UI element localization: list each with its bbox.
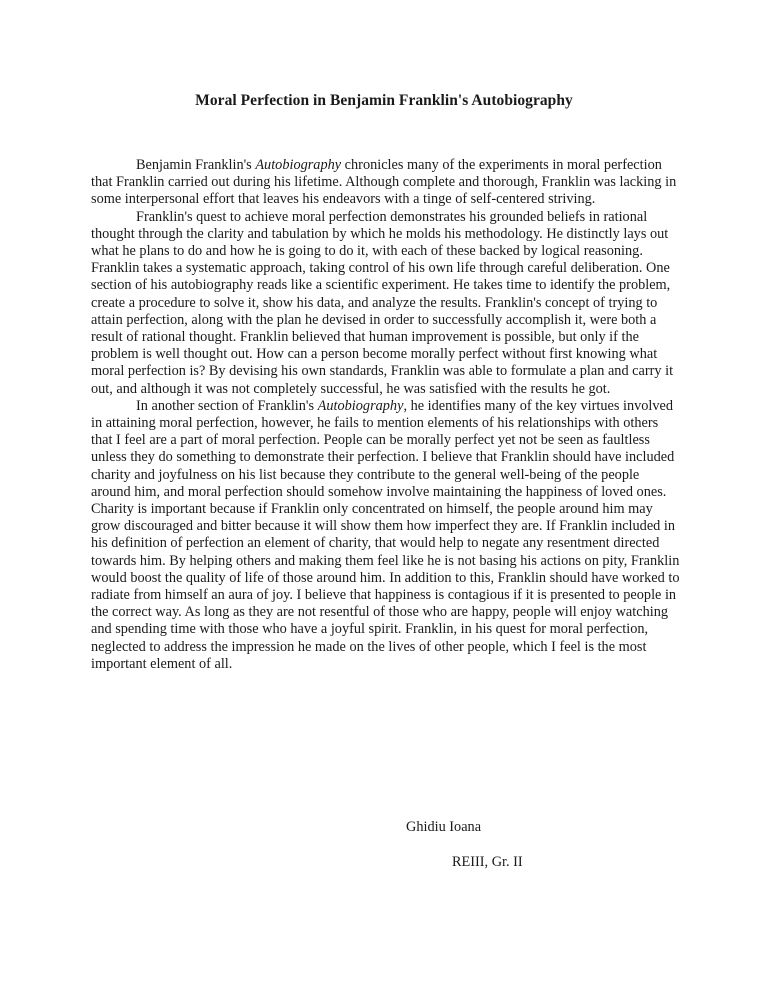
paragraph-3-text-end: , he identifies many of the key virtues involved in attaining moral perfection, however, he fails to mention elements of his relationships with others that I feel are a part of moral perfection. People can be morally perfect yet not be seen as faultless unless they do something to demonstrate their perfection. I believe that Franklin should have included charity and joyfulness on his list because they contribute to the general well-being of the people around him, and moral perfection should somehow involve maintaining the happiness of loved ones. Charity is important because if Franklin only concentrated on himself, the people around him may grow discouraged and bitter because it will show them how imperfect they are. If Franklin included in his definition of perfection an element of charity, that would help to negate any resentment directed towards him. By helping others and making them feel like he is not basing his actions on pity, Franklin would boost the quality of life of those around him. In addition to this, Franklin should have worked to radiate from himself an aura of joy. I believe that happiness is contagious if it is presented to people in the correct way. As long as they are not resentful of those who are happy, people will enjoy watching and spending time with those who have a joyful spirit. Franklin, in his quest for moral perfection, neglected to address the impression he made on the lives of other people, which I feel is the most important element of all. xyxy=(91,397,680,672)
author-name: Ghidiu Ioana xyxy=(406,819,482,835)
document-body xyxy=(91,157,681,673)
document-title: Moral Perfection in Benjamin Franklin's Autobiography xyxy=(195,92,573,109)
paragraph-2-text: Franklin's quest to achieve moral perfection demonstrates his grounded beliefs in rational thought through the clarity and tabulation by which he molds his methodology. He distinctly lays out what he plans to do and how he is going to do it, with each of these backed by logical reasoning. Franklin takes a systematic approach, taking control of his own life through careful deliberation. One section of his autobiography reads like a scientific experiment. He takes time to identify the problem, create a procedure to solve it, show his data, and analyze the results. Franklin's concept of trying to attain perfection, along with the plan he devised in order to successfully accomplish it, were both a result of rational thought. Franklin believed that human improvement is possible, but only if the problem is well thought out. How can a person become morally perfect without first knowing what moral perfection is? By devising his own standards, Franklin was able to formulate a plan and carry it out, and although it was not completely successful, he was satisfied with the results he got. xyxy=(91,208,674,397)
paragraph-1-italic-title: Autobiography xyxy=(255,157,342,173)
paragraph-3-italic-title: Autobiography xyxy=(317,397,404,414)
paragraph-1 xyxy=(91,157,681,209)
paragraph-3 xyxy=(91,398,681,673)
paragraph-3-text-start: In another section of Franklin's xyxy=(136,397,318,414)
author-group: REIII, Gr. II xyxy=(452,854,523,870)
paragraph-1-text-start: Benjamin Franklin's xyxy=(136,157,256,173)
paragraph-2 xyxy=(91,209,681,398)
paragraph-1-text-end: chronicles many of the experiments in moral perfection that Franklin carried out during his lifetime. Although complete and thorough, Franklin was lacking in some interpersonal effort that leaves his endeavors with a tinge of self-centered striving. xyxy=(91,157,677,208)
